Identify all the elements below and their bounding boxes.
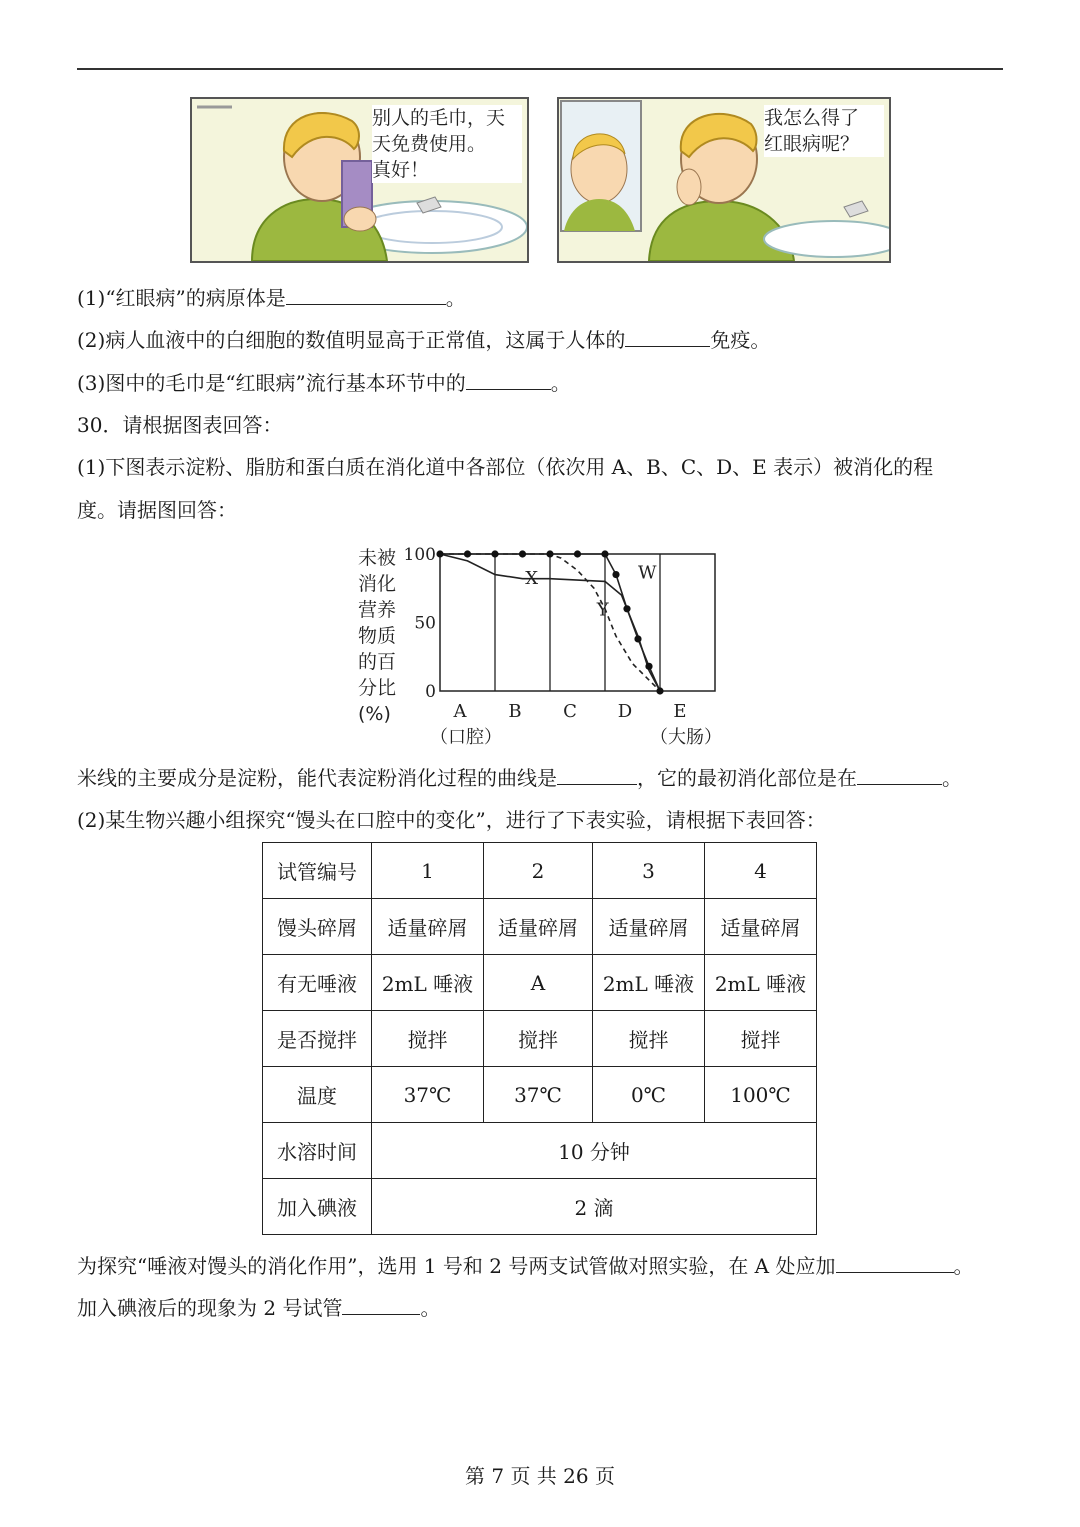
y-axis-label: 营养	[358, 599, 397, 621]
table-row	[263, 1011, 817, 1067]
table-cell: 温度	[263, 1067, 372, 1123]
data-point-w	[645, 663, 652, 670]
comic-panel-2	[557, 97, 891, 263]
question-30-2-b	[77, 1294, 440, 1322]
x-tick-note: （大肠）	[650, 727, 722, 748]
question-text: 米线的主要成分是淀粉，能代表淀粉消化过程的曲线是	[77, 766, 557, 790]
data-point-w	[623, 605, 630, 612]
answer-blank[interactable]	[557, 764, 637, 785]
question-2	[77, 326, 770, 354]
table-cell: 4	[705, 843, 817, 899]
speech-line: 天免费使用。	[372, 133, 487, 155]
table-row	[263, 1179, 817, 1235]
answer-blank[interactable]	[625, 326, 710, 347]
data-point-w	[519, 550, 526, 557]
table-cell: 适量碎屑	[372, 899, 484, 955]
data-point-w	[464, 550, 471, 557]
x-tick-label: A	[453, 701, 467, 722]
data-point-w	[656, 687, 663, 694]
data-point-w	[436, 550, 443, 557]
table-cell: 适量碎屑	[705, 899, 817, 955]
digestion-chart	[340, 540, 740, 750]
table-cell-merged: 10 分钟	[372, 1123, 817, 1179]
y-axis-label: 分比	[358, 677, 397, 699]
data-point-w	[491, 550, 498, 557]
x-tick-label: E	[673, 701, 687, 722]
question-text: (3)图中的毛巾是“红眼病”流行基本环节中的	[77, 371, 466, 395]
y-tick-label: 0	[425, 682, 436, 702]
speech-line: 真好！	[372, 159, 430, 181]
table-cell: 试管编号	[263, 843, 372, 899]
table-cell: A	[484, 955, 593, 1011]
answer-blank[interactable]	[857, 764, 942, 785]
speech-line: 我怎么得了	[764, 107, 860, 129]
table-row	[263, 1067, 817, 1123]
x-tick-label: C	[563, 701, 577, 722]
table-cell: 2mL 唾液	[705, 955, 817, 1011]
answer-blank[interactable]	[286, 284, 446, 305]
table-row	[263, 955, 817, 1011]
question-30-1-text-cont: 度。请据图回答：	[77, 498, 237, 522]
header-rule	[77, 68, 1003, 70]
question-text: (2)病人血液中的白细胞的数值明显高于正常值，这属于人体的	[77, 328, 626, 352]
table-cell: 37℃	[372, 1067, 484, 1123]
y-axis-label: 的百	[358, 651, 397, 673]
answer-blank[interactable]	[342, 1294, 420, 1315]
table-cell: 37℃	[484, 1067, 593, 1123]
table-row	[263, 843, 817, 899]
table-cell: 3	[593, 843, 705, 899]
y-tick-label: 100	[403, 545, 436, 565]
y-axis-label: 消化	[358, 573, 397, 595]
table-cell: 加入碘液	[263, 1179, 372, 1235]
y-axis-label: 物质	[358, 625, 397, 647]
x-tick-note: （口腔）	[430, 727, 502, 748]
table-row	[263, 1123, 817, 1179]
series-label-w: W	[638, 562, 657, 584]
speech-bubble-2	[764, 105, 884, 157]
speech-bubble-1	[372, 105, 522, 183]
question-30-2-intro: (2)某生物兴趣小组探究“馒头在口腔中的变化”，进行了下表实验，请根据下表回答：	[77, 808, 826, 832]
question-text: 加入碘液后的现象为 2 号试管	[77, 1296, 343, 1320]
table-cell: 适量碎屑	[593, 899, 705, 955]
question-30-1-text: (1)下图表示淀粉、脂肪和蛋白质在消化道中各部位（依次用 A、B、C、D、E 表示）被消化的程	[77, 455, 934, 479]
page-footer: 第 7 页 共 26 页	[465, 1464, 615, 1488]
question-text: 为探究“唾液对馒头的消化作用”，选用 1 号和 2 号两支试管做对照实验，在 A 处应加	[77, 1254, 836, 1278]
speech-line: 别人的毛巾，天	[372, 107, 506, 129]
experiment-table	[262, 842, 817, 1235]
series-label-x: X	[525, 568, 539, 590]
comic-panel-1	[190, 97, 529, 263]
table-row	[263, 899, 817, 955]
series-label-y: Y	[596, 599, 609, 621]
data-point-w	[546, 550, 553, 557]
question-text: 。	[550, 371, 571, 395]
question-3	[77, 369, 571, 397]
question-30-2-a	[77, 1252, 974, 1280]
question-text: (1)“红眼病”的病原体是	[77, 286, 286, 310]
table-cell: 水溶时间	[263, 1123, 372, 1179]
data-point-w	[574, 550, 581, 557]
question-30-title: 30．请根据图表回答：	[77, 413, 283, 437]
table-cell: 搅拌	[705, 1011, 817, 1067]
question-text: 。	[942, 766, 962, 790]
table-cell: 适量碎屑	[484, 899, 593, 955]
table-cell: 1	[372, 843, 484, 899]
y-axis-label: (%)	[358, 703, 391, 725]
table-cell: 是否搅拌	[263, 1011, 372, 1067]
question-30-1-answer	[77, 764, 962, 792]
table-cell: 有无唾液	[263, 955, 372, 1011]
table-cell: 搅拌	[484, 1011, 593, 1067]
question-text: 。	[445, 286, 466, 310]
x-tick-label: D	[617, 701, 633, 722]
table-cell: 2	[484, 843, 593, 899]
data-point-w	[601, 550, 608, 557]
question-text: ，它的最初消化部位是在	[637, 766, 857, 790]
speech-line: 红眼病呢？	[764, 133, 860, 155]
table-cell: 搅拌	[372, 1011, 484, 1067]
data-point-w	[612, 571, 619, 578]
data-point-w	[634, 635, 641, 642]
table-cell: 2mL 唾液	[593, 955, 705, 1011]
table-cell: 搅拌	[593, 1011, 705, 1067]
plot-frame	[440, 554, 715, 691]
answer-blank[interactable]	[466, 369, 551, 390]
answer-blank[interactable]	[836, 1252, 954, 1273]
table-cell: 100℃	[705, 1067, 817, 1123]
question-text: 。	[420, 1296, 441, 1320]
table-cell: 2mL 唾液	[372, 955, 484, 1011]
question-text: 免疫。	[710, 328, 771, 352]
question-text: 。	[953, 1254, 974, 1278]
y-tick-label: 50	[414, 613, 436, 634]
y-axis-label: 未被	[358, 547, 397, 569]
table-cell: 0℃	[593, 1067, 705, 1123]
question-1	[77, 284, 466, 312]
x-tick-label: B	[508, 701, 522, 722]
table-cell-merged: 2 滴	[372, 1179, 817, 1235]
table-cell: 馒头碎屑	[263, 899, 372, 955]
